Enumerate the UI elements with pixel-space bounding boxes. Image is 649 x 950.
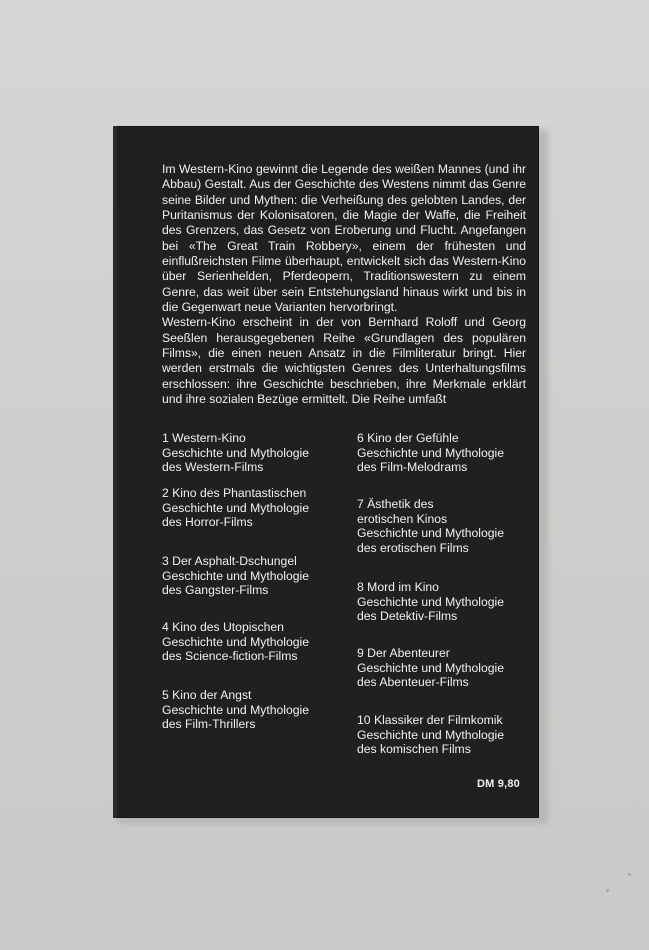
- series-item-8: [357, 580, 537, 624]
- series-subtitle-2: des Western-Films: [162, 460, 264, 475]
- series-item-2: [162, 486, 342, 530]
- series-subtitle-2: des Detektiv-Films: [357, 609, 458, 624]
- series-item-7: [357, 497, 537, 555]
- series-subtitle-2: des Abenteuer-Films: [357, 675, 469, 690]
- blurb-paragraph-1: Im Western-Kino gewinnt die Legende des weißen Mannes (und ihr Abbau) Gestalt. Aus der Geschichte des Westens nimmt das Genre seine Bilder und Mythen: die Verheißung des gelobten Landes, der Puritanismus der Kolonisatoren, die Magie der Waffe, die Freiheit des Grenzers, das Gesetz von Eroberung und Flucht. Angefangen bei «The Great Train Robbery», einem der frühesten und einflußreichsten Filme überhaupt, entwickelt sich das Western-Kino über Serienhelden, Pferdeopern, Traditionswestern zu einem Genre, das weit über sein Entstehungsland hinaus wirkt und bis in die Gegenwart neue Varianten hervorbringt.: [162, 162, 526, 315]
- series-item-1: [162, 431, 342, 475]
- series-title: 6 Kino der Gefühle: [357, 431, 459, 445]
- series-subtitle: Geschichte und Mythologie: [162, 702, 310, 717]
- series-title: 8 Mord im Kino: [357, 580, 439, 594]
- series-subtitle-2: des Film-Thrillers: [162, 717, 256, 732]
- series-subtitle: Geschichte und Mythologie: [357, 594, 505, 609]
- series-title: 9 Der Abenteurer: [357, 646, 450, 660]
- price-label: DM 9,80: [477, 778, 520, 790]
- blurb-paragraph-2: Western-Kino erscheint in der von Bernhard Roloff und Georg Seeßlen herausgegebenen Reihe «Grundlagen des populären Films», die einen neuen Ansatz in die Filmliteratur bringt. Hier werden erstmals die wichtigsten Genres des Unterhaltungsfilms erschlossen: ihre Geschichte beschrieben, ihre Merkmale erklärt und ihre sozialen Bezüge ermittelt. Die Reihe umfaßt: [162, 315, 526, 407]
- series-item-10: [357, 713, 537, 757]
- series-subtitle: Geschichte und Mythologie: [162, 445, 310, 460]
- series-subtitle-2: des komischen Films: [357, 742, 471, 757]
- series-subtitle-2: des Horror-Films: [162, 515, 253, 530]
- series-title: 1 Western-Kino: [162, 431, 246, 445]
- series-subtitle: Geschichte und Mythologie: [162, 500, 310, 515]
- series-item-4: [162, 620, 342, 664]
- series-item-3: [162, 554, 342, 598]
- series-item-5: [162, 688, 342, 732]
- series-subtitle-2: des Gangster-Films: [162, 583, 269, 598]
- series-item-6: [357, 431, 537, 475]
- series-subtitle: Geschichte und Mythologie: [162, 568, 310, 583]
- series-subtitle-2: des Film-Melodrams: [357, 460, 468, 475]
- series-subtitle: Geschichte und Mythologie: [357, 660, 505, 675]
- series-subtitle-2: Geschichte und Mythologie: [357, 526, 505, 541]
- series-subtitle-3: des erotischen Films: [357, 540, 469, 555]
- book-spine-edge: [113, 126, 117, 818]
- series-title: 4 Kino des Utopischen: [162, 620, 284, 634]
- series-subtitle: Geschichte und Mythologie: [357, 445, 505, 460]
- series-item-9: [357, 646, 537, 690]
- series-subtitle: erotischen Kinos: [357, 511, 448, 526]
- series-title: 2 Kino des Phantastischen: [162, 486, 307, 500]
- scan-dust-speck: [606, 889, 609, 892]
- series-title: 10 Klassiker der Filmkomik: [357, 713, 503, 727]
- series-title: 3 Der Asphalt-Dschungel: [162, 554, 297, 568]
- scan-dust-speck: [628, 873, 631, 876]
- series-subtitle: Geschichte und Mythologie: [162, 634, 310, 649]
- series-title: 5 Kino der Angst: [162, 688, 252, 702]
- series-subtitle-2: des Science-fiction-Films: [162, 649, 298, 664]
- series-title: 7 Ästhetik des: [357, 497, 434, 511]
- back-cover-blurb: [162, 162, 526, 408]
- series-subtitle: Geschichte und Mythologie: [357, 727, 505, 742]
